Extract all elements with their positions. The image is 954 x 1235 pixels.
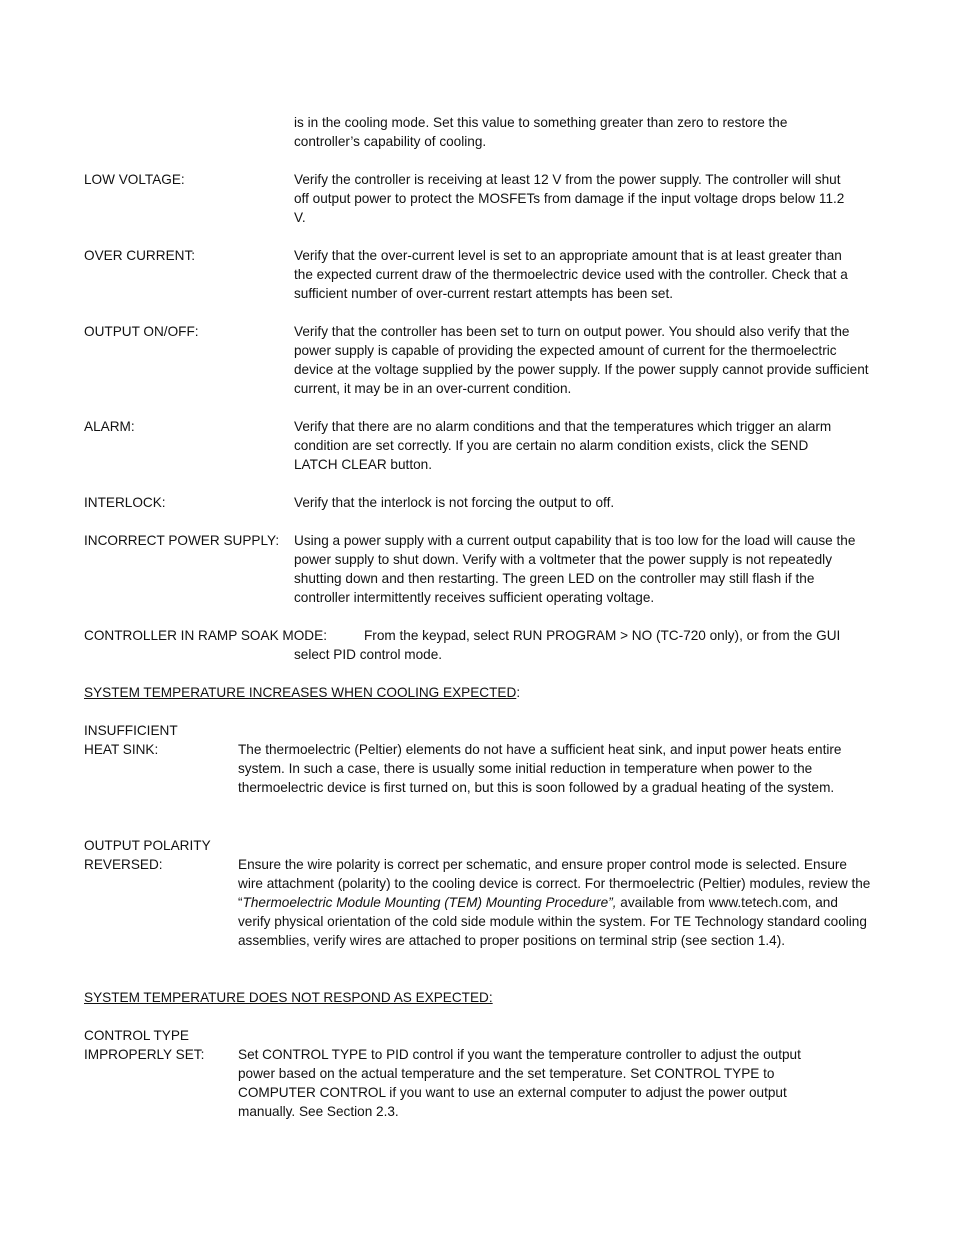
item-text-incorrect-power-supply: Using a power supply with a current output capability that is too low for the load will cause the power supply to shut down. Verify with a voltmeter that the power supply is not repeatedly shutting down and then restarting. The green LED on the controller may still flash if the controller intermittently receives sufficient operating voltage. — [294, 533, 856, 605]
item-label-heat-sink-1: INSUFFICIENT — [84, 723, 178, 738]
item-text-ramp-soak-line-2: select PID control mode. — [294, 647, 443, 662]
item-text-polarity — [238, 855, 872, 950]
item-text-low-voltage: Verify the controller is receiving at least 12 V from the power supply. The controller will shut off output power to protect the MOSFETs from damage if the input voltage drops below 11.2 V. — [294, 172, 845, 225]
section-heading-cooling — [84, 683, 520, 702]
item-label-output-on-off: OUTPUT ON/OFF: — [84, 324, 199, 339]
continued-paragraph — [294, 113, 874, 151]
item-text-interlock: Verify that the interlock is not forcing the output to off. — [294, 495, 615, 510]
item-label-ramp-soak: CONTROLLER IN RAMP SOAK MODE: — [84, 628, 327, 643]
item-label-polarity-2: REVERSED: — [84, 857, 163, 872]
continued-line-2: controller’s capability of cooling. — [294, 134, 487, 149]
item-label-alarm: ALARM: — [84, 419, 135, 434]
continued-line-1: is in the cooling mode. Set this value to something greater than zero to restore the — [294, 115, 788, 130]
item-label-low-voltage: LOW VOLTAGE: — [84, 172, 185, 187]
item-label-control-type-1: CONTROL TYPE — [84, 1028, 189, 1043]
item-text-control-type: Set CONTROL TYPE to PID control if you want the temperature controller to adjust the output power based on the actual temperature and the set temperature. Set CONTROL TYPE to COMPUTER CONTROL if you want to use an external computer to adjust the power output manually. See Section 2.3. — [238, 1047, 801, 1119]
item-label-interlock: INTERLOCK: — [84, 495, 166, 510]
item-text-ramp-soak-line-1: From the keypad, select RUN PROGRAM > NO (TC-720 only), or from the GUI — [364, 628, 841, 643]
section-heading-response: SYSTEM TEMPERATURE DOES NOT RESPOND AS EXPECTED: — [84, 990, 493, 1005]
item-text-polarity-part-a: Ensure the wire polarity is correct per schematic, and ensure proper control mode is selected. Ensure wire attachment (polarity) to the cooling device is correct. For thermoelectric (Peltier) modules, review the “ — [238, 857, 871, 910]
item-label-polarity-1: OUTPUT POLARITY — [84, 838, 211, 853]
item-label-incorrect-power-supply: INCORRECT POWER SUPPLY: — [84, 533, 280, 548]
item-text-over-current: Verify that the over-current level is set to an appropriate amount that is at least greater than the expected current draw of the thermoelectric device used with the controller. Check that a sufficient number of over-current restart attempts has been set. — [294, 248, 848, 301]
item-label-control-type-2: IMPROPERLY SET: — [84, 1047, 205, 1062]
item-text-polarity-title: Thermoelectric Module Mounting (TEM) Mounting Procedure”, — [242, 895, 617, 910]
item-label-heat-sink-2: HEAT SINK: — [84, 742, 159, 757]
item-text-alarm: Verify that there are no alarm conditions and that the temperatures which trigger an alarm condition are set correctly. If you are certain no alarm condition exists, click the SEND LATCH CLEAR button. — [294, 419, 832, 472]
item-text-polarity-part-b: available from www.tetech.com, and verify physical orientation of the cold side module within the system. For TE Technology standard cooling assemblies, verify wires are attached to proper positions on terminal strip (see section 1.4). — [238, 895, 867, 948]
item-label-over-current: OVER CURRENT: — [84, 248, 196, 263]
item-text-heat-sink: The thermoelectric (Peltier) elements do not have a sufficient heat sink, and input power heats entire system. In such a case, there is usually some initial reduction in temperature when power to the thermoelectric device is first turned on, but this is soon followed by a gradual heating of the system. — [238, 742, 842, 795]
item-text-output-on-off: Verify that the controller has been set to turn on output power. You should also verify that the power supply is capable of providing the expected amount of current for the thermoelectric device at the voltage supplied by the power supply. If the power supply cannot provide sufficient current, it may be in an over-current condition. — [294, 324, 869, 396]
section-heading-cooling-colon: : — [516, 685, 521, 700]
section-heading-cooling-text: SYSTEM TEMPERATURE INCREASES WHEN COOLING EXPECTED — [84, 685, 517, 700]
